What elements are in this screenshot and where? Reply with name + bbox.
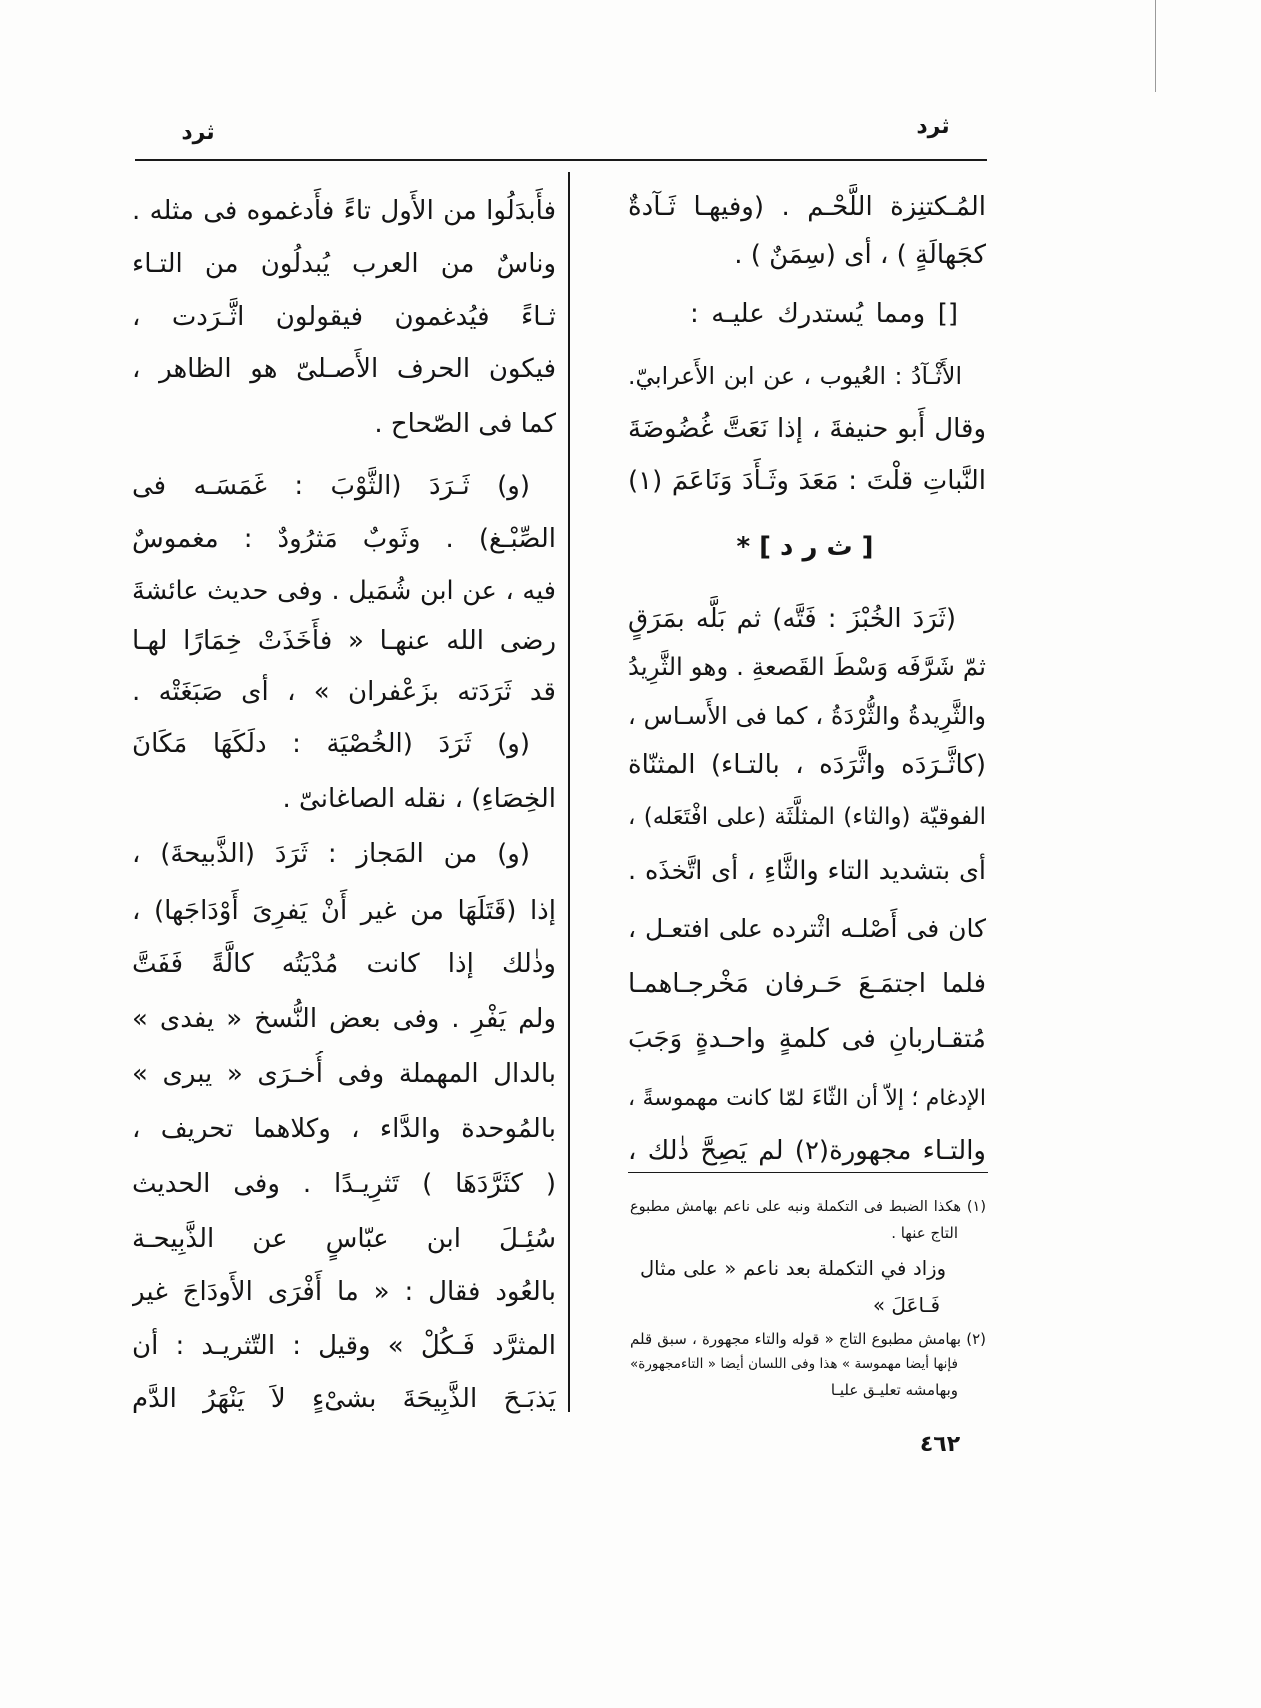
text-line: فيكون الحرف الأَصـلىّ هو الظاهر ،	[132, 354, 556, 384]
text-line: فلما اجتمَـعَ حَـرفان مَخْرجـاهمـا	[628, 969, 986, 999]
text-line: (ثَرَدَ الخُبْزَ : فَتَّه) ثم بَلَّه بمَرَقٍ	[628, 604, 956, 634]
text-line: أى بتشديد التاء والثَّاءِ ، أى اتَّخذَه .	[628, 856, 986, 886]
text-line: مُتقـاربانِ فى كلمةٍ واحـدةٍ وَجَبَ	[628, 1024, 986, 1054]
text-line: [] ومما يُستدرك عليـه :	[690, 299, 958, 329]
text-line: وناسٌ من العرب يُبدلُون من التـاء	[132, 249, 556, 279]
text-line: الفوقيّة (والثاء) المثلَّثَة (على افْتَعَله) ،	[628, 804, 986, 830]
text-line: قد ثَرَدَته بزَعْفران » ، أى صَبَغَتْه .	[132, 677, 556, 707]
footnote-line: وزاد في التكملة بعد ناعم « على مثال	[640, 1257, 946, 1280]
text-line: ( كثَرَّدَهَا ) تَثرِيـدًا . وفى الحديث	[132, 1169, 556, 1199]
text-line: بالعُود فقال : « ما أَفْرَى الأَودَاجَ غير	[132, 1277, 556, 1307]
text-line: إذا (قَتَلَهَا من غير أَنْ يَفرِىَ أَوْدَاجَها) ،	[132, 896, 556, 926]
text-line: ثمّ شَرَّفَه وَسْطَ القَصعةِ . وهو الثَّرِيدُ	[628, 652, 986, 681]
text-line: ثـاءً فيُدغمون فيقولون اثَّـرَدت ،	[132, 302, 556, 332]
text-line: فيه ، عن ابن شُمَيل . وفى حديث عائشةَ	[132, 576, 556, 606]
footnote-line: وبهامشه تعليـق عليـا	[830, 1381, 958, 1399]
text-line: كان فى أَصْلـه اثْترده على افتعـل ،	[628, 914, 986, 943]
text-line: الصِّبْـغ) . وثَوبٌ مَثرُودٌ : مغموسٌ	[132, 524, 556, 554]
text-line: (كاثَّـرَدَه واثَّرَدَه ، بالتـاء) المثنّاة	[628, 750, 986, 780]
text-line: بالمُوحدة والدَّاء ، وكلاهما تحريف ،	[132, 1114, 556, 1144]
header-rule	[135, 159, 987, 161]
text-line: (و) ثَرَدَ (الخُصْيَة : دلَكَهَا مَكَانَ	[132, 729, 530, 759]
text-line: النَّباتِ قلْتَ : مَعَدَ وثَـأَدَ وَنَاعَمَ (١)	[628, 466, 986, 496]
footnote-rule	[628, 1172, 988, 1173]
entry-heading: [ ث ر د ] *	[736, 532, 874, 562]
running-header-left: ثرد	[181, 120, 215, 145]
footnote-line: التاج عنها .	[891, 1224, 958, 1242]
text-line: كما فى الصّحاح .	[374, 409, 556, 439]
text-line: وذٰلك إذا كانت مُدْيَتُه كالَّةً فَفَتَّ	[132, 949, 556, 979]
text-line: الأَثْـآدُ : العُيوب ، عن ابن الأَعرابيّ.	[628, 362, 962, 390]
text-line: ولم يَفْرِ . وفى بعض النُّسخ « يفدى »	[132, 1004, 556, 1034]
text-line: بالدال المهملة وفى أُخـرَى « يبرى »	[132, 1059, 556, 1089]
text-line: والتـاء مجهورة(٢) لم يَصِحَّ ذٰلك ،	[628, 1136, 986, 1166]
column-divider	[568, 172, 570, 1412]
text-line: الإدغام ؛ إلاّ أن الثّاءَ لمّا كانت مهموسةً ،	[628, 1086, 986, 1111]
text-line: سُئِـلَ ابن عبّاسٍ عن الذَّبِيحـة	[132, 1224, 556, 1254]
footnote-line: فَـاعَلَ »	[872, 1293, 940, 1317]
text-line: المُـكتنِزة اللَّحْـم . (وفيهـا ثَـآدةٌ	[628, 192, 986, 222]
running-header-right: ثرد	[916, 114, 950, 139]
scan-edge-line	[1155, 0, 1156, 92]
text-line: المثرَّد فَـكُلْ » وقيل : التّثريـد : أن	[132, 1331, 556, 1361]
text-line: كجَهالَةٍ ) ، أى (سِمَنٌ ) .	[734, 240, 986, 270]
footnote-line: فإنها أيضا مهموسة » هذا وفى اللسان أيضا « التاءمجهورة»	[630, 1356, 958, 1372]
footnote-line: (١) هكذا الضبط فى التكملة ونبه على ناعم بهامش مطبوع	[630, 1199, 986, 1215]
text-line: والثَّرِيدةُ والثُّرْدَةُ ، كما فى الأَسـاس ،	[628, 702, 986, 730]
text-line: يَذبَـحَ الذَّبِيحَةَ بشىْءٍ لاَ يَنْهَرُ الدَّم	[132, 1384, 556, 1414]
text-line: فأَبدَلُوا من الأَول تاءً فأَدغموه فى مثله .	[132, 196, 556, 226]
text-line: (و) ثَـرَدَ (الثَّوْبَ : غَمَسَـه فى	[132, 471, 530, 501]
page-number: ٤٦٢	[919, 1432, 961, 1457]
text-line: الخِصَاءِ) ، نقله الصاغانىّ .	[282, 784, 556, 814]
text-line: رضى الله عنهـا « فأَخَذَتْ خِمَارًا لهـا	[132, 626, 556, 656]
text-line: (و) من المَجاز : ثَرَدَ (الذَّبيحةَ) ،	[132, 839, 530, 869]
footnote-line: (٢) بهامش مطبوع التاج « قوله والتاء مجهورة ، سبق قلم	[630, 1330, 986, 1348]
text-line: وقال أَبو حنيفةَ ، إذا نَعَتَّ غُضُوضَةَ	[628, 414, 986, 444]
